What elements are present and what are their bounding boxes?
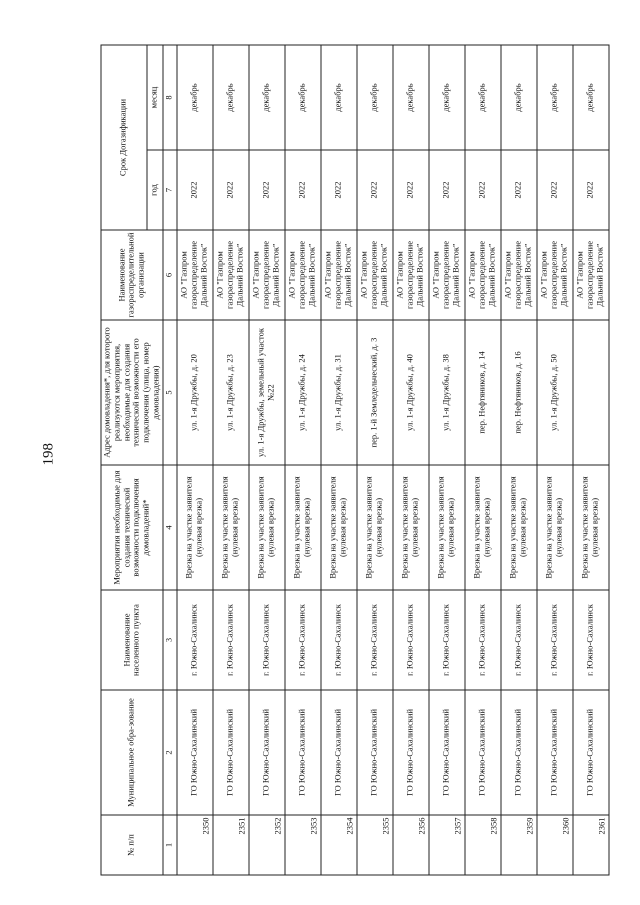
year-cell: 2022	[428, 150, 464, 230]
address-cell: ул. 1-я Дружбы, д. 31	[320, 320, 356, 465]
year-cell: 2022	[500, 150, 536, 230]
address-cell: пер. Нефтяников, д. 16	[500, 320, 536, 465]
gasification-table	[100, 44, 609, 875]
measure-cell: Врезка на участке заявителя (нулевая врезка)	[428, 465, 464, 590]
table-row	[464, 45, 500, 875]
address-cell: ул. 1-я Дружбы, земельный участок №22	[248, 320, 284, 465]
row-number: 2351	[212, 815, 248, 875]
organization-cell: АО "Газпром газораспределение Дальний Восток"	[428, 230, 464, 320]
year-cell: 2022	[392, 150, 428, 230]
table-row	[356, 45, 392, 875]
measure-cell: Врезка на участке заявителя (нулевая врезка)	[536, 465, 572, 590]
measure-cell: Врезка на участке заявителя (нулевая врезка)	[248, 465, 284, 590]
address-cell: пер. 1-й Земледельческий, д. 3	[356, 320, 392, 465]
organization-cell: АО "Газпром газораспределение Дальний Восток"	[500, 230, 536, 320]
settlement-cell: г. Южно-Сахалинск	[248, 590, 284, 690]
year-cell: 2022	[248, 150, 284, 230]
organization-cell: АО "Газпром газораспределение Дальний Восток"	[392, 230, 428, 320]
row-number: 2356	[392, 815, 428, 875]
page-number: 198	[40, 442, 56, 465]
year-cell: 2022	[572, 150, 608, 230]
month-cell: декабрь	[428, 45, 464, 150]
municipality-cell: ГО Южно-Сахалинский	[176, 690, 212, 815]
organization-cell: АО "Газпром газораспределение Дальний Восток"	[536, 230, 572, 320]
header-year: год	[146, 150, 162, 230]
header-number: № п/п	[101, 815, 163, 875]
table-row	[500, 45, 536, 875]
address-cell: ул. 1-я Дружбы, д. 24	[284, 320, 320, 465]
municipality-cell: ГО Южно-Сахалинский	[428, 690, 464, 815]
table-row	[536, 45, 572, 875]
row-number: 2359	[500, 815, 536, 875]
header-settlement: Наименование населенного пункта	[101, 590, 163, 690]
municipality-cell: ГО Южно-Сахалинский	[392, 690, 428, 815]
measure-cell: Врезка на участке заявителя (нулевая врезка)	[284, 465, 320, 590]
organization-cell: АО "Газпром газораспределение Дальний Восток"	[176, 230, 212, 320]
organization-cell: АО "Газпром газораспределение Дальний Восток"	[320, 230, 356, 320]
table-row	[320, 45, 356, 875]
month-cell: декабрь	[464, 45, 500, 150]
column-number: 3	[162, 590, 176, 690]
month-cell: декабрь	[536, 45, 572, 150]
organization-cell: АО "Газпром газораспределение Дальний Восток"	[356, 230, 392, 320]
table-row	[176, 45, 212, 875]
measure-cell: Врезка на участке заявителя (нулевая врезка)	[464, 465, 500, 590]
year-cell: 2022	[284, 150, 320, 230]
municipality-cell: ГО Южно-Сахалинский	[500, 690, 536, 815]
row-number: 2350	[176, 815, 212, 875]
address-cell	[572, 320, 608, 465]
settlement-cell: г. Южно-Сахалинск	[464, 590, 500, 690]
table-row	[428, 45, 464, 875]
header-month: месяц	[146, 45, 162, 150]
column-number: 1	[162, 815, 176, 875]
settlement-cell: г. Южно-Сахалинск	[536, 590, 572, 690]
header-measures: Мероприятия необходимые для создания технической возможности подключения домовладений*	[101, 465, 163, 590]
measure-cell: Врезка на участке заявителя (нулевая врезка)	[212, 465, 248, 590]
year-cell: 2022	[212, 150, 248, 230]
measure-cell: Врезка на участке заявителя (нулевая врезка)	[320, 465, 356, 590]
measure-cell: Врезка на участке заявителя (нулевая врезка)	[356, 465, 392, 590]
year-cell: 2022	[464, 150, 500, 230]
column-number: 5	[162, 320, 176, 465]
column-number: 6	[162, 230, 176, 320]
address-cell: ул. 1-я Дружбы, д. 38	[428, 320, 464, 465]
year-cell: 2022	[356, 150, 392, 230]
header-deadline: Срок Догазификации	[101, 45, 147, 230]
month-cell: декабрь	[392, 45, 428, 150]
settlement-cell: г. Южно-Сахалинск	[212, 590, 248, 690]
month-cell: декабрь	[320, 45, 356, 150]
municipality-cell: ГО Южно-Сахалинский	[356, 690, 392, 815]
header-municipality: Муниципальное обра-зование	[101, 690, 163, 815]
organization-cell: АО "Газпром газораспределение Дальний Восток"	[284, 230, 320, 320]
municipality-cell: ГО Южно-Сахалинский	[572, 690, 608, 815]
organization-cell: АО "Газпром газораспределение Дальний Восток"	[212, 230, 248, 320]
settlement-cell: г. Южно-Сахалинск	[392, 590, 428, 690]
settlement-cell: г. Южно-Сахалинск	[572, 590, 608, 690]
measure-cell: Врезка на участке заявителя (нулевая врезка)	[572, 465, 608, 590]
column-number: 8	[162, 45, 176, 150]
municipality-cell: ГО Южно-Сахалинский	[536, 690, 572, 815]
settlement-cell: г. Южно-Сахалинск	[356, 590, 392, 690]
measure-cell: Врезка на участке заявителя (нулевая врезка)	[176, 465, 212, 590]
month-cell: декабрь	[284, 45, 320, 150]
settlement-cell: г. Южно-Сахалинск	[284, 590, 320, 690]
month-cell: декабрь	[500, 45, 536, 150]
address-cell: ул. 1-я Дружбы, д. 40	[392, 320, 428, 465]
column-number: 7	[162, 150, 176, 230]
table-row	[284, 45, 320, 875]
year-cell: 2022	[320, 150, 356, 230]
month-cell: декабрь	[212, 45, 248, 150]
address-cell: ул. 1-я Дружбы, д. 20	[176, 320, 212, 465]
municipality-cell: ГО Южно-Сахалинский	[212, 690, 248, 815]
organization-cell: АО "Газпром газораспределение Дальний Восток"	[464, 230, 500, 320]
table-row	[572, 45, 608, 875]
row-number: 2357	[428, 815, 464, 875]
column-number: 2	[162, 690, 176, 815]
municipality-cell: ГО Южно-Сахалинский	[248, 690, 284, 815]
month-cell: декабрь	[356, 45, 392, 150]
header-organization: Наименование газораспределительной организации	[101, 230, 163, 320]
row-number: 2358	[464, 815, 500, 875]
month-cell: декабрь	[572, 45, 608, 150]
municipality-cell: ГО Южно-Сахалинский	[464, 690, 500, 815]
address-cell: пер. Нефтяников, д. 14	[464, 320, 500, 465]
month-cell: декабрь	[248, 45, 284, 150]
column-number: 4	[162, 465, 176, 590]
row-number: 2354	[320, 815, 356, 875]
row-number: 2355	[356, 815, 392, 875]
municipality-cell: ГО Южно-Сахалинский	[284, 690, 320, 815]
row-number: 2360	[536, 815, 572, 875]
row-number: 2361	[572, 815, 608, 875]
row-number: 2353	[284, 815, 320, 875]
row-number: 2352	[248, 815, 284, 875]
year-cell: 2022	[176, 150, 212, 230]
table-row	[212, 45, 248, 875]
table-row	[248, 45, 284, 875]
settlement-cell: г. Южно-Сахалинск	[428, 590, 464, 690]
organization-cell: АО "Газпром газораспределение Дальний Восток"	[248, 230, 284, 320]
municipality-cell: ГО Южно-Сахалинский	[320, 690, 356, 815]
settlement-cell: г. Южно-Сахалинск	[176, 590, 212, 690]
settlement-cell: г. Южно-Сахалинск	[320, 590, 356, 690]
address-cell: ул. 1-я Дружбы, д. 23	[212, 320, 248, 465]
year-cell: 2022	[536, 150, 572, 230]
address-cell: ул. 1-я Дружбы, д. 50	[536, 320, 572, 465]
organization-cell: АО "Газпром газораспределение Дальний Восток"	[572, 230, 608, 320]
table-row	[392, 45, 428, 875]
settlement-cell: г. Южно-Сахалинск	[500, 590, 536, 690]
measure-cell: Врезка на участке заявителя (нулевая врезка)	[500, 465, 536, 590]
measure-cell: Врезка на участке заявителя (нулевая врезка)	[392, 465, 428, 590]
month-cell: декабрь	[176, 45, 212, 150]
header-address: Адрес домовладения*, для которого реализуются мероприятия, необходимые для создания технической возможности его подключения (улица, номер домовладения)	[101, 320, 163, 465]
